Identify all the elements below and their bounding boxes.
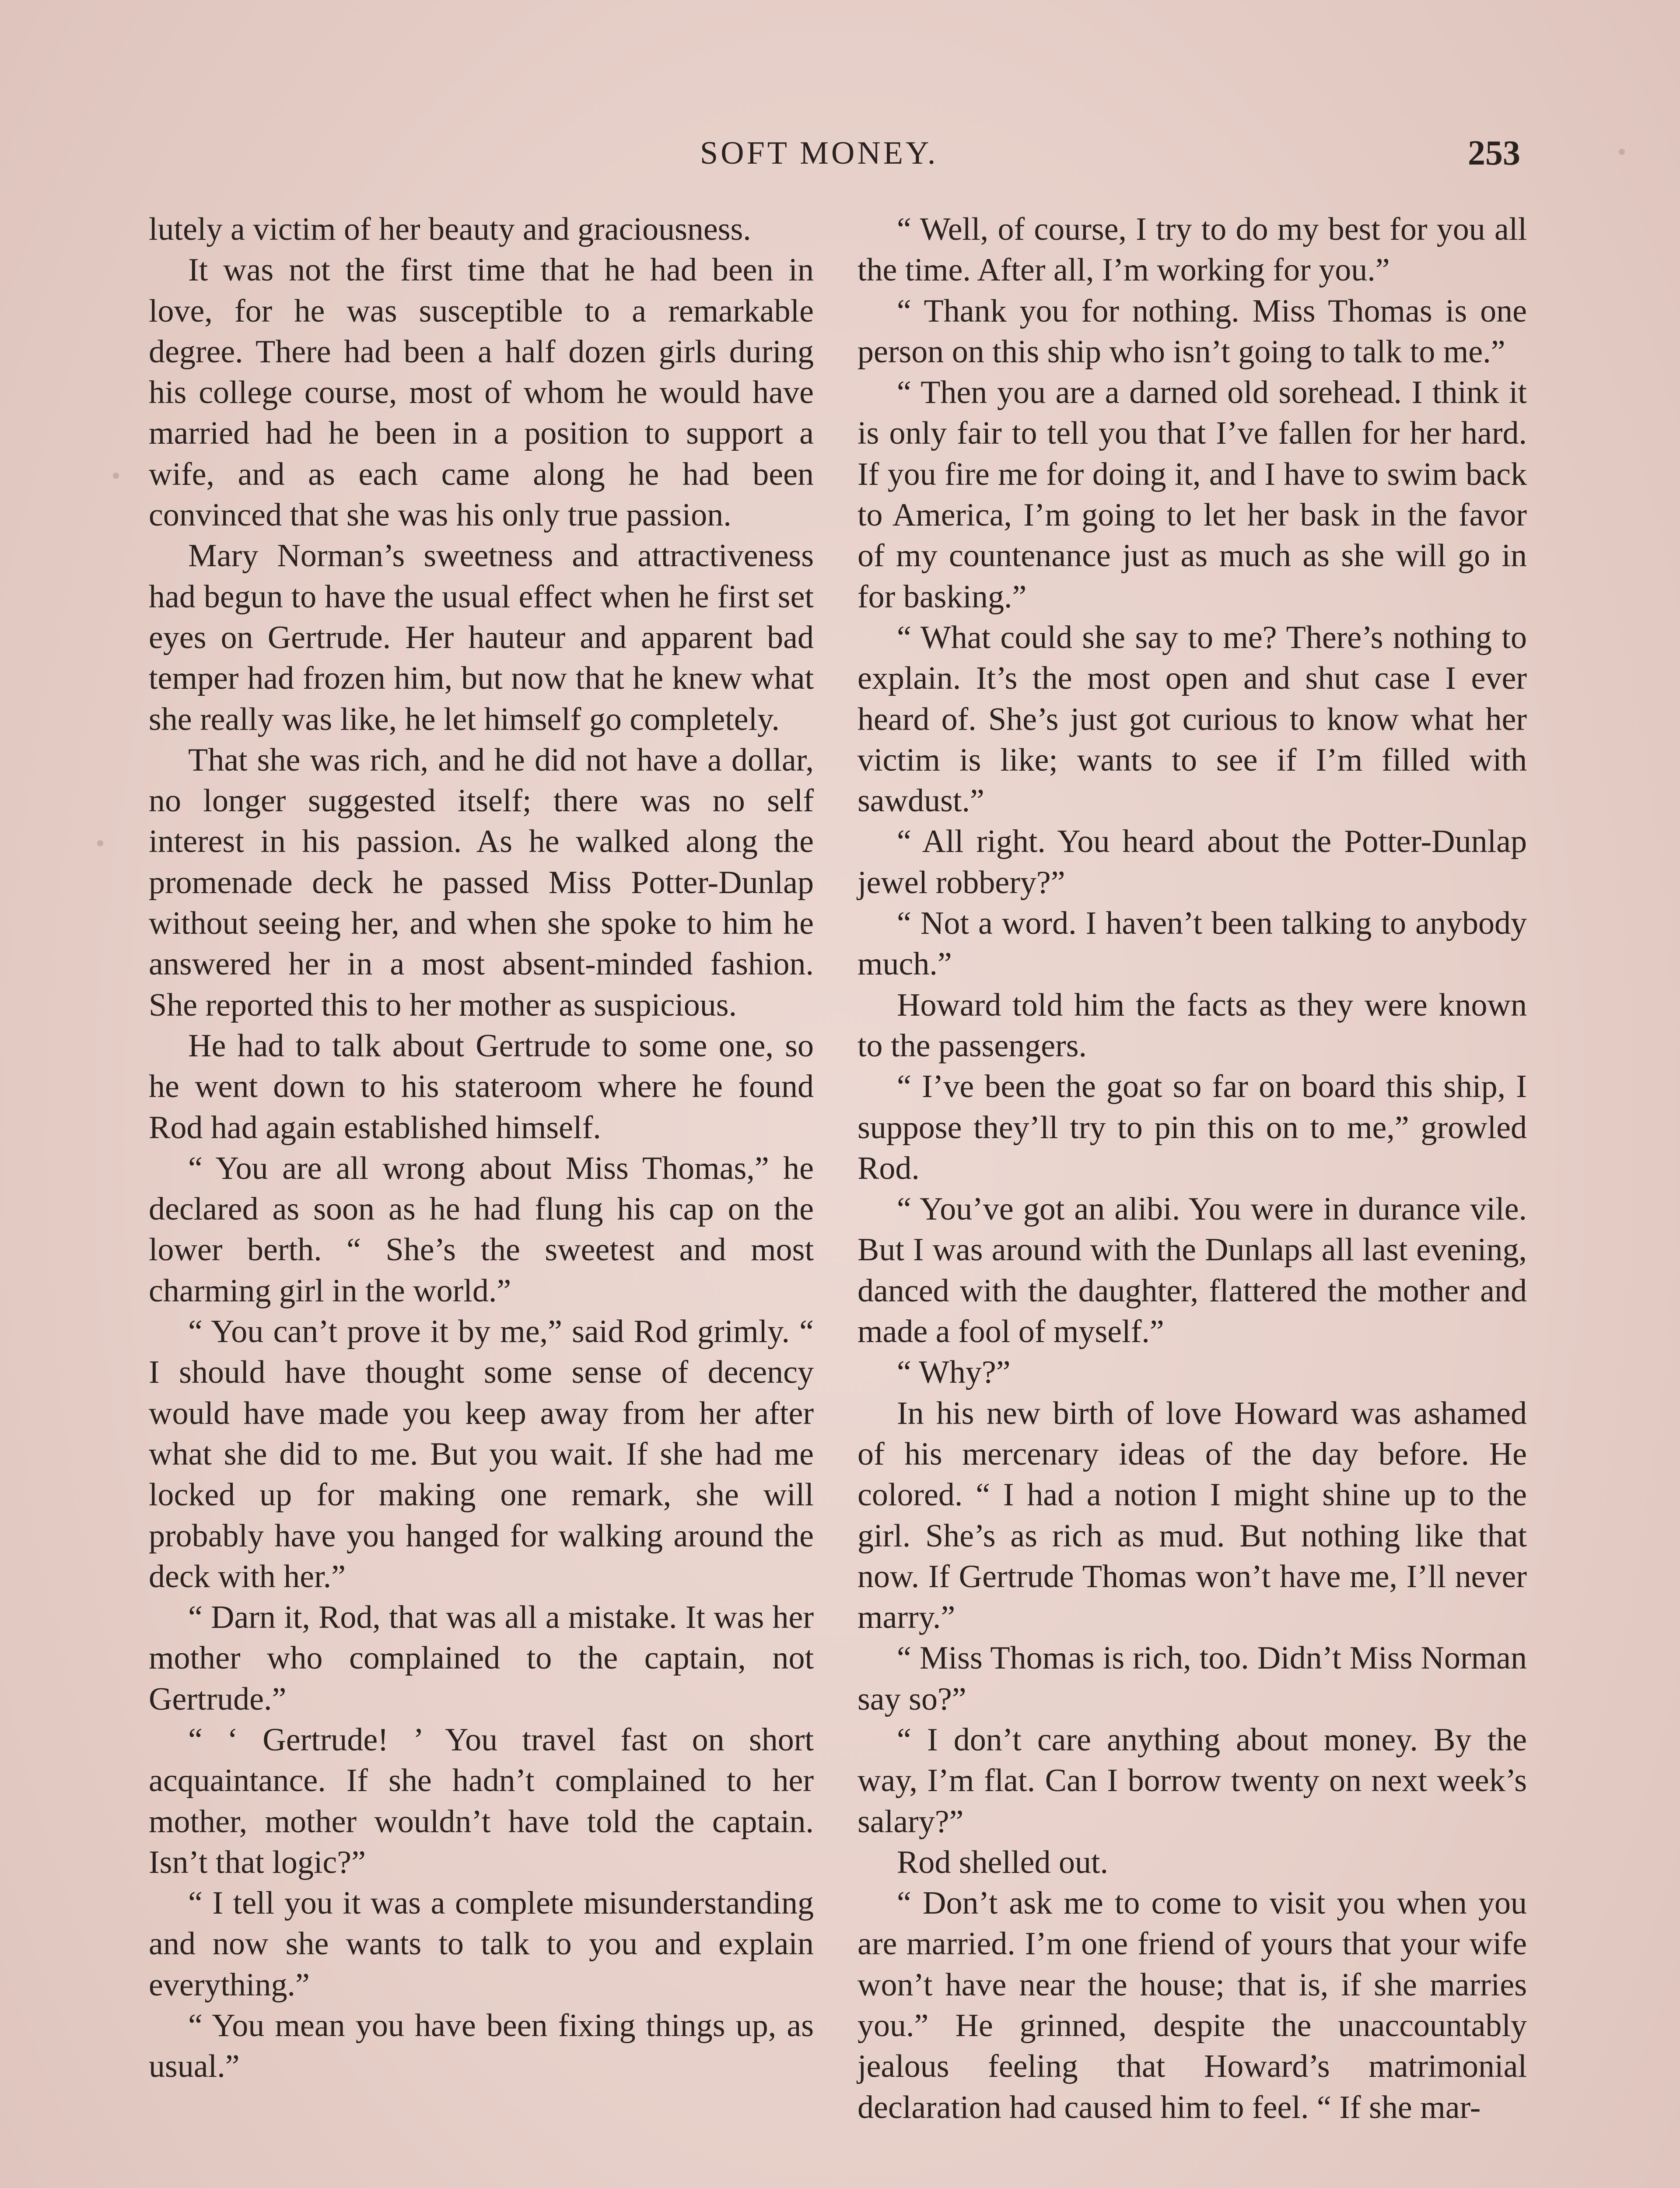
left-column	[149, 209, 814, 2087]
paragraph: “ I tell you it was a complete misunderstanding and now she wants to talk to you and explain everything.”	[149, 1885, 814, 2003]
paragraph: Rod shelled out.	[897, 1844, 1109, 1880]
paragraph: “ You mean you have been fixing things up, as usual.”	[149, 2008, 814, 2085]
paragraph: “ ‘ Gertrude! ’ You travel fast on short acquaintance. If she hadn’t complained to her mother, mother wouldn’t have told the captain. Isn’t that logic?”	[149, 1722, 814, 1880]
paragraph: “ You are all wrong about Miss Thomas,” he declared as soon as he had flung his cap on the lower berth. “ She’s the sweetest and most charming girl in the world.”	[149, 1150, 814, 1309]
page-title: SOFT MONEY.	[700, 135, 938, 171]
paragraph: “ You’ve got an alibi. You were in durance vile. But I was around with the Dunlaps all last evening, danced with the daughter, flattered the mother and made a fool of myself.”	[858, 1191, 1527, 1350]
paper-speck	[1619, 149, 1625, 155]
paragraph: He had to talk about Gertrude to some one, so he went down to his stateroom where he found Rod had again established himself.	[149, 1027, 814, 1146]
paragraph: lutely a victim of her beauty and graciousness.	[149, 211, 751, 247]
paragraph: That she was rich, and he did not have a dollar, no longer suggested itself; there was no self interest in his passion. As he walked along the promenade deck he passed Miss Potter-Dunlap without seeing her, and when she spoke to him he answered her in a most absent-minded fashion. She reported this to her mother as suspicious.	[149, 742, 814, 1023]
paragraph: “ Then you are a darned old sorehead. I think it is only fair to tell you that I’ve fallen for her hard. If you fire me for doing it, and I have to swim back to America, I’m going to let her bask in the favor of my countenance just as much as she will go in for basking.”	[858, 375, 1527, 615]
paragraph: Mary Norman’s sweetness and attractiveness had begun to have the usual effect when he first set eyes on Gertrude. Her hauteur and apparent bad temper had frozen him, but now that he knew what she really was like, he let himself go completely.	[149, 538, 814, 737]
paragraph: “ You can’t prove it by me,” said Rod grimly. “ I should have thought some sense of decency would have made you keep away from her after what she did to me. But you wait. If she had me locked up for making one remark, she will probably have you hanged for walking around the deck with her.”	[149, 1314, 814, 1595]
paragraph: “ I don’t care anything about money. By the way, I’m flat. Can I borrow twenty on next week’s salary?”	[858, 1722, 1527, 1840]
paragraph: “ Thank you for nothing. Miss Thomas is one person on this ship who isn’t going to talk to me.”	[858, 293, 1527, 370]
paragraph: “ Not a word. I haven’t been talking to anybody much.”	[858, 905, 1527, 982]
paragraph: “ Well, of course, I try to do my best for you all the time. After all, I’m working for you.”	[858, 211, 1527, 288]
running-head	[0, 129, 1680, 177]
right-column	[858, 209, 1527, 2128]
paragraph: “ Miss Thomas is rich, too. Didn’t Miss Norman say so?”	[858, 1640, 1527, 1717]
paragraph: “ What could she say to me? There’s nothing to explain. It’s the most open and shut case I ever heard of. She’s just got curious to know what her victim is like; wants to see if I’m filled with sawdust.”	[858, 619, 1527, 819]
paragraph: “ Darn it, Rod, that was all a mistake. It was her mother who complained to the captain, not Gertrude.”	[149, 1599, 814, 1717]
paper-speck	[113, 473, 119, 479]
paragraph: “ Why?”	[897, 1354, 1011, 1391]
page-number: 253	[1468, 134, 1520, 172]
paragraph: “ All right. You heard about the Potter-Dunlap jewel robbery?”	[858, 824, 1527, 901]
paragraph: In his new birth of love Howard was ashamed of his mercenary ideas of the day before. He colored. “ I had a notion I might shine up to the girl. She’s as rich as mud. But nothing like that now. If Gertrude Thomas won’t have me, I’ll never marry.”	[858, 1395, 1527, 1636]
paragraph: “ I’ve been the goat so far on board this ship, I suppose they’ll try to pin this on to me,” growled Rod.	[858, 1069, 1527, 1186]
paragraph: Howard told him the facts as they were known to the passengers.	[858, 987, 1527, 1064]
paper-speck	[97, 840, 103, 846]
paragraph: “ Don’t ask me to come to visit you when you are married. I’m one friend of yours that your wife won’t have near the house; that is, if she marries you.” He grinned, despite the unaccountably jealous feeling that Howard’s matrimonial declaration had caused him to feel. “ If she mar-	[858, 1885, 1527, 2125]
paragraph: It was not the first time that he had been in love, for he was susceptible to a remarkable degree. There had been a half dozen girls during his college course, most of whom he would have married had he been in a position to support a wife, and as each came along he had been convinced that she was his only true passion.	[149, 252, 814, 533]
